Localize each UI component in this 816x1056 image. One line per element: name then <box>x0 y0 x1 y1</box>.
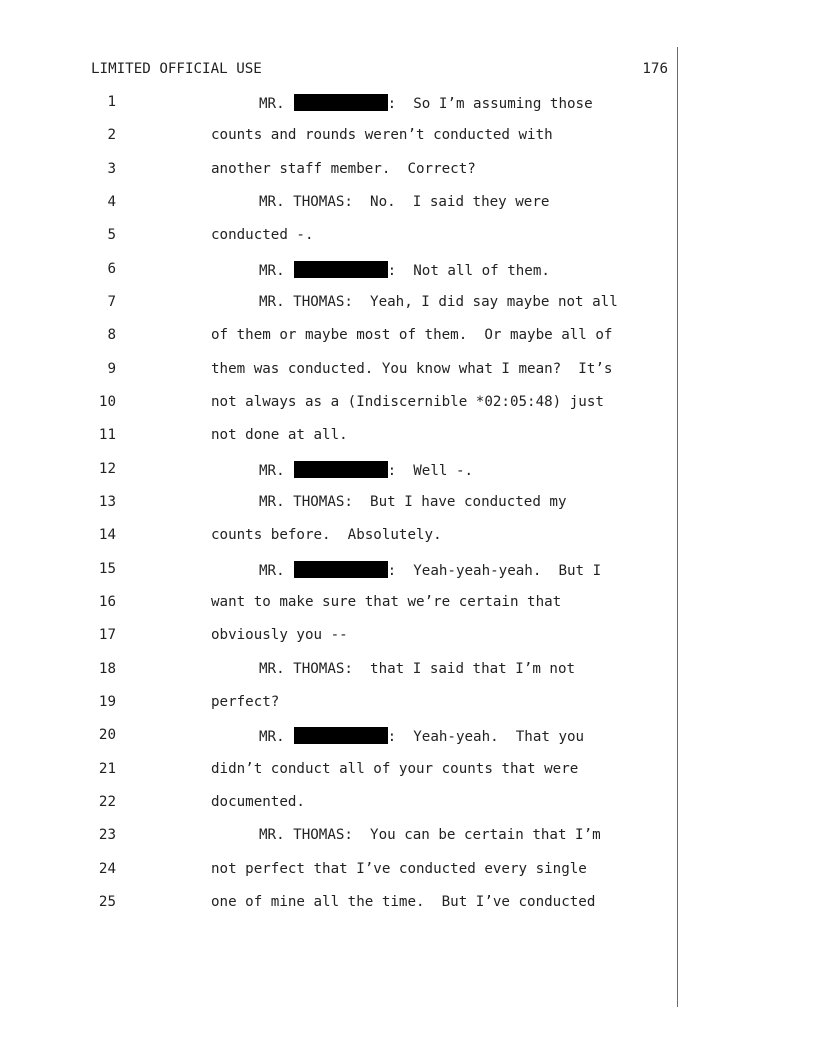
line-text <box>259 727 584 745</box>
transcript-line <box>0 261 677 285</box>
redaction-bar <box>294 461 388 478</box>
speech-text: : Yeah-yeah. That you <box>387 729 585 746</box>
transcript-line <box>0 227 677 251</box>
redaction-bar <box>294 561 388 578</box>
line-text: MR. THOMAS: But I have conducted my <box>259 493 567 510</box>
line-number: 24 <box>98 860 116 877</box>
line-text: obviously you -- <box>211 627 348 644</box>
line-text: didn’t conduct all of your counts that were <box>211 760 579 777</box>
transcript-line <box>0 361 677 385</box>
line-text: one of mine all the time. But I’ve conducted <box>211 893 596 910</box>
transcript-line <box>0 894 677 918</box>
speech-text: : Well -. <box>387 462 474 479</box>
line-text: another staff member. Correct? <box>211 160 476 177</box>
line-number: 12 <box>98 460 116 477</box>
speech-text: : Yeah-yeah-yeah. But I <box>387 562 602 579</box>
line-text: MR. THOMAS: You can be certain that I’m <box>259 827 601 844</box>
line-text: MR. THOMAS: that I said that I’m not <box>259 660 576 677</box>
redaction-bar <box>294 727 388 744</box>
line-text: not always as a (Indiscernible *02:05:48) just <box>211 393 604 410</box>
line-text <box>259 461 473 479</box>
transcript-line <box>0 494 677 518</box>
line-number: 21 <box>98 760 116 777</box>
transcript-line <box>0 727 677 751</box>
line-number: 19 <box>98 693 116 710</box>
line-text: conducted -. <box>211 227 314 244</box>
transcript-line <box>0 161 677 185</box>
line-text: not done at all. <box>211 427 348 444</box>
line-text: counts before. Absolutely. <box>211 527 442 544</box>
line-text: perfect? <box>211 693 280 710</box>
line-text: MR. THOMAS: No. I said they were <box>259 193 550 210</box>
speaker-title: MR. <box>259 562 285 579</box>
speaker-title: MR. <box>259 96 285 112</box>
transcript-line <box>0 327 677 351</box>
transcript-line <box>0 194 677 218</box>
line-number: 11 <box>98 427 116 444</box>
line-number: 9 <box>107 360 116 377</box>
line-number: 15 <box>98 560 116 577</box>
line-number: 3 <box>107 160 116 177</box>
transcript-line <box>0 627 677 651</box>
redaction-bar <box>294 261 388 278</box>
transcript-line <box>0 661 677 685</box>
transcript-line <box>0 394 677 418</box>
line-number: 20 <box>98 727 116 744</box>
transcript-line <box>0 427 677 451</box>
transcript-line <box>0 127 677 151</box>
line-text <box>259 561 601 579</box>
line-number: 18 <box>98 660 116 677</box>
line-number: 7 <box>107 293 116 310</box>
transcript-line <box>0 527 677 551</box>
speaker-title: MR. <box>259 462 285 479</box>
line-text: not perfect that I’ve conducted every single <box>211 860 587 877</box>
transcript-line <box>0 461 677 485</box>
transcript-line <box>0 294 677 318</box>
speaker-title: MR. <box>259 262 285 279</box>
line-text <box>259 94 593 112</box>
line-number: 22 <box>98 793 116 810</box>
line-text: want to make sure that we’re certain that <box>211 593 562 610</box>
transcript-line <box>0 594 677 618</box>
line-number: 5 <box>107 227 116 244</box>
line-number: 10 <box>98 393 116 410</box>
transcript-line <box>0 694 677 718</box>
transcript-line <box>0 794 677 818</box>
line-text: documented. <box>211 793 305 810</box>
line-number: 13 <box>98 493 116 510</box>
line-number: 2 <box>107 127 116 144</box>
line-number: 8 <box>107 327 116 344</box>
transcript-line <box>0 94 677 118</box>
line-text: them was conducted. You know what I mean? It’s <box>211 360 613 377</box>
line-number: 14 <box>98 527 116 544</box>
classification-header: LIMITED OFFICIAL USE <box>91 61 262 77</box>
transcript-line <box>0 827 677 851</box>
transcript-line <box>0 761 677 785</box>
margin-rule <box>677 47 678 1007</box>
page-number: 176 <box>642 61 668 77</box>
redaction-bar <box>294 94 388 111</box>
line-text: MR. THOMAS: Yeah, I did say maybe not all <box>259 293 618 310</box>
line-text: of them or maybe most of them. Or maybe all of <box>211 327 613 344</box>
line-text <box>259 261 550 279</box>
line-number: 17 <box>98 627 116 644</box>
line-text: counts and rounds weren’t conducted with <box>211 127 553 144</box>
line-number: 1 <box>107 94 116 110</box>
line-number: 25 <box>98 893 116 910</box>
line-number: 16 <box>98 593 116 610</box>
line-number: 6 <box>107 260 116 277</box>
transcript-line <box>0 561 677 585</box>
transcript-line <box>0 861 677 885</box>
line-number: 23 <box>98 827 116 844</box>
speech-text: : So I’m assuming those <box>387 96 593 112</box>
speaker-title: MR. <box>259 729 285 746</box>
line-number: 4 <box>107 193 116 210</box>
speech-text: : Not all of them. <box>387 262 550 279</box>
